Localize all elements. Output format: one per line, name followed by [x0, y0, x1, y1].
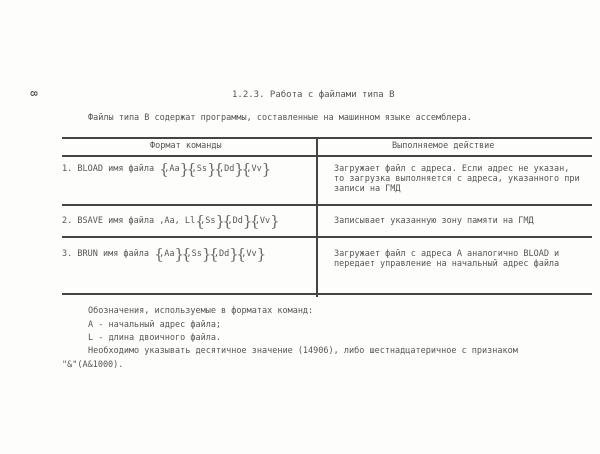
optional-param: ,Dd	[213, 249, 230, 259]
close-brace-icon: }	[256, 245, 267, 263]
close-brace-icon: }	[270, 212, 280, 230]
optional-param: ,Ss	[186, 249, 202, 259]
open-brace-icon: {	[181, 245, 192, 263]
open-brace-icon: {	[154, 245, 164, 263]
open-brace-icon: {	[236, 245, 246, 263]
table-row-action: Загружает файл с адреса A аналогично BLOAD и передает управление на начальный адрес файла	[334, 249, 560, 269]
note-line: L - длина двоичного файла.	[88, 333, 222, 343]
close-brace-icon: }	[174, 245, 185, 263]
optional-param: ,Dd	[218, 164, 235, 174]
header-rule	[62, 155, 592, 157]
command-name: BLOAD имя файла	[77, 164, 155, 174]
header-format: Формат команды	[150, 141, 222, 151]
table-bottom-rule	[62, 293, 592, 295]
header-action: Выполняемое действие	[392, 141, 495, 151]
note-line: "&"(A&1000).	[62, 360, 124, 370]
note-line: A - начальный адрес файла;	[88, 320, 222, 330]
optional-param: ,Aa	[164, 164, 180, 174]
note-line: Необходимо указывать десятичное значение (14906), либо шестнадцатеричное с признаком	[88, 346, 518, 356]
command-name: BSAVE имя файла	[77, 216, 155, 226]
section-title: 1.2.3. Работа с файлами типа В	[232, 90, 395, 100]
row-number: 1.	[62, 164, 73, 174]
open-brace-icon: {	[208, 245, 219, 263]
open-brace-icon: {	[241, 160, 251, 178]
optional-param: ,Dd	[227, 216, 243, 226]
close-brace-icon: }	[201, 245, 212, 263]
row-rule	[62, 204, 592, 206]
table-row-format	[62, 245, 267, 263]
optional-param: ,Ss	[200, 216, 216, 226]
column-divider	[316, 137, 318, 297]
close-brace-icon: }	[234, 160, 244, 178]
open-brace-icon: {	[186, 160, 197, 178]
close-brace-icon: }	[242, 212, 253, 230]
open-brace-icon: {	[222, 212, 232, 230]
row-number: 3.	[62, 249, 73, 259]
close-brace-icon: }	[206, 160, 217, 178]
table-row-action: Загружает файл с адреса. Если адрес не указан, то загрузка выполняется с адреса, указанного при записи на ГМД	[334, 164, 580, 194]
table-top-rule	[62, 137, 592, 139]
optional-param: ,Vv	[241, 249, 257, 259]
close-brace-icon: }	[229, 245, 239, 263]
row-number: 2.	[62, 216, 73, 226]
open-brace-icon: {	[159, 160, 169, 178]
row-rule	[62, 236, 592, 238]
open-brace-icon: {	[249, 212, 260, 230]
optional-param: ,Vv	[254, 216, 271, 226]
table-row-action: Записывает указанную зону памяти на ГМД	[334, 216, 534, 226]
close-brace-icon: }	[179, 160, 190, 178]
note-line: Обозначения, используемые в форматах команд:	[88, 306, 314, 316]
close-brace-icon: }	[261, 160, 272, 178]
optional-param: ,Vv	[246, 164, 262, 174]
table-row-format	[62, 212, 280, 230]
optional-param: ,Aa	[159, 249, 175, 259]
optional-param: ,Ss	[191, 164, 207, 174]
table-row-format	[62, 160, 272, 178]
page-number: 8	[27, 90, 39, 97]
open-brace-icon: {	[195, 212, 205, 230]
required-params: ,Aa, Ll	[159, 216, 196, 226]
close-brace-icon: }	[215, 212, 225, 230]
open-brace-icon: {	[213, 160, 224, 178]
intro-paragraph: Файлы типа В содержат программы, составленные на машинном языке ассемблера.	[88, 113, 472, 123]
command-name: BRUN имя файла	[77, 249, 150, 259]
